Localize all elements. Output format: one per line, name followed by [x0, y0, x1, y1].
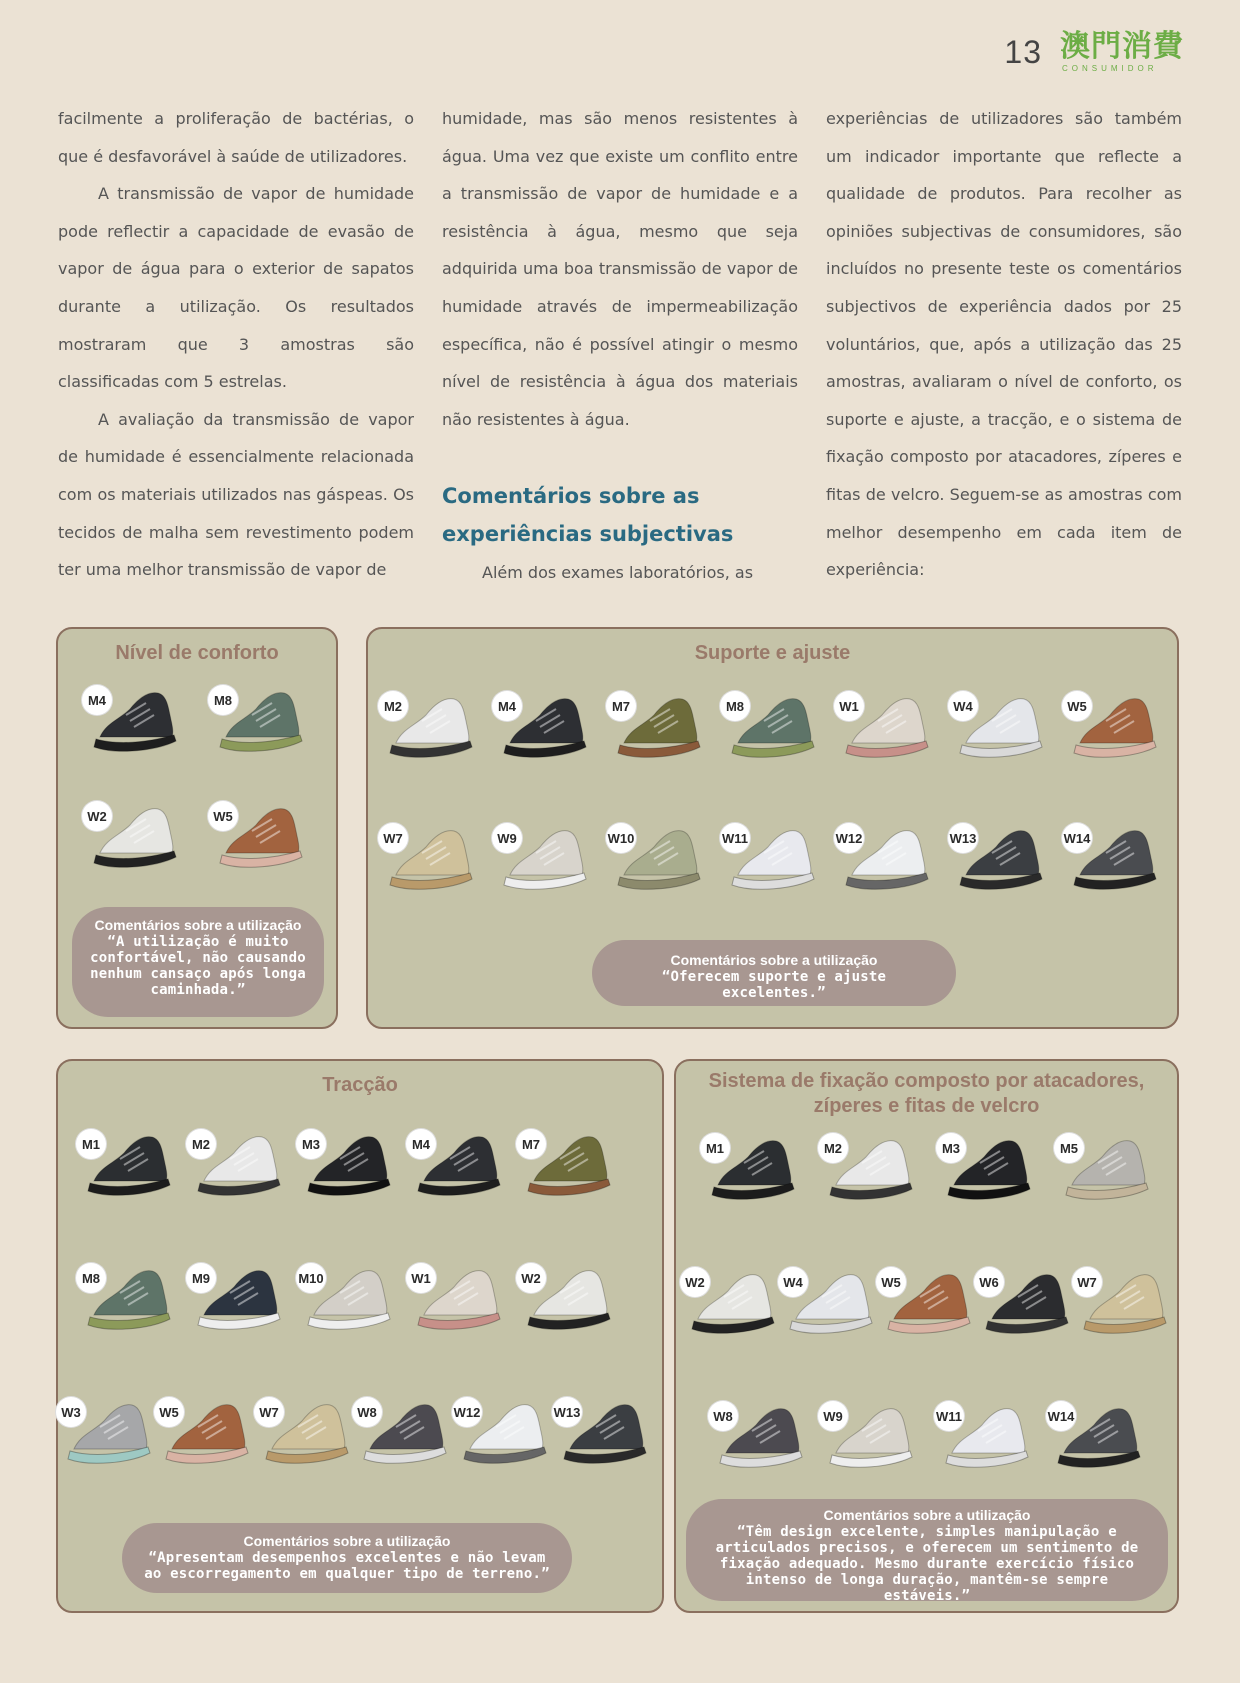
- shoe-m7: [520, 1123, 616, 1213]
- shoe-m3: [300, 1123, 396, 1213]
- shoe-w11: [721, 817, 820, 907]
- shoe-m4: [496, 685, 592, 775]
- shoe-w1: [410, 1257, 506, 1347]
- shoe-w8: [356, 1391, 452, 1481]
- traction-panel: [56, 1059, 664, 1613]
- sample-label-badge: W10: [606, 823, 636, 853]
- sample-label-badge: W12: [834, 823, 864, 853]
- shoe-w4: [782, 1261, 878, 1351]
- shoe-w8: [712, 1395, 808, 1485]
- sample-label-badge: W7: [1072, 1267, 1102, 1297]
- shoe-m9: [190, 1257, 286, 1347]
- paragraph: humidade, mas são menos resistentes à água. Uma vez que existe um conflito entre a transmissão de vapor de humidade e a resistência à água, mesmo que seja adquirida uma boa transmissão de vapor de humidade através de impermeabilização específica, não é possível atingir o mesmo nível de resistência à água dos materiais não resistentes à água.: [442, 109, 798, 429]
- comment-label: Comentários sobre a utilização: [670, 952, 878, 968]
- comment-text: “A utilização é muito confortável, não causando nenhum cansaço após longa caminhada.”: [90, 934, 306, 998]
- sample-label-badge: W6: [974, 1267, 1004, 1297]
- panel-title: Nível de conforto: [115, 642, 279, 664]
- shoe-m1: [704, 1127, 800, 1217]
- comment-bubble: [592, 940, 956, 1006]
- shoe-w3: [60, 1391, 156, 1481]
- fastening-panel: [674, 1059, 1179, 1613]
- shoe-w6: [978, 1261, 1074, 1351]
- sample-label-badge: W5: [1062, 691, 1092, 721]
- shoe-m7: [610, 685, 706, 775]
- shoe-w9: [496, 817, 592, 907]
- shoe-m3: [940, 1127, 1036, 1217]
- comment-bubble: [686, 1499, 1168, 1604]
- sample-label-badge: W1: [406, 1263, 436, 1293]
- shoe-m4: [410, 1123, 506, 1213]
- shoe-w13: [553, 1391, 652, 1481]
- sample-label-badge: M5: [1054, 1133, 1084, 1163]
- paragraph: Além dos exames laboratórios, as: [482, 562, 754, 582]
- shoe-w5: [880, 1261, 976, 1351]
- sample-label-badge: W5: [208, 801, 238, 831]
- sample-label-badge: M1: [700, 1133, 730, 1163]
- sample-label-badge: W12: [452, 1397, 482, 1427]
- comment-text: “Apresentam desempenhos excelentes e não levam ao escorregamento em qualquer tipo de terreno.”: [144, 1550, 550, 1582]
- sample-label-badge: M4: [82, 685, 112, 715]
- sample-label-badge: M9: [186, 1263, 216, 1293]
- comment-bubble: [72, 907, 324, 1017]
- logo-chinese-text: 澳門消費: [1060, 29, 1184, 64]
- sample-label-badge: W13: [552, 1397, 582, 1427]
- sample-label-badge: M3: [936, 1133, 966, 1163]
- shoe-m8: [724, 685, 820, 775]
- shoe-w5: [1066, 685, 1162, 775]
- shoe-m1: [80, 1123, 176, 1213]
- shoe-w1: [838, 685, 934, 775]
- panel-title: Suporte e ajuste: [694, 642, 851, 664]
- sample-label-badge: W14: [1046, 1401, 1076, 1431]
- shoe-m8: [212, 679, 308, 769]
- page-number: 13: [1004, 34, 1042, 70]
- sample-label-badge: W7: [254, 1397, 284, 1427]
- shoe-w5: [212, 795, 308, 885]
- shoe-m2: [822, 1127, 918, 1217]
- shoe-w12: [835, 817, 934, 907]
- sample-label-badge: M2: [378, 691, 408, 721]
- shoe-w7: [258, 1391, 354, 1481]
- sample-label-badge: M4: [492, 691, 522, 721]
- shoe-w14: [1063, 817, 1162, 907]
- shoe-w5: [158, 1391, 254, 1481]
- section-heading: Comentários sobre as experiências subjectivas: [442, 484, 734, 546]
- shoe-w4: [952, 685, 1048, 775]
- sample-label-badge: M4: [406, 1129, 436, 1159]
- sample-label-badge: M8: [76, 1263, 106, 1293]
- shoe-m2: [190, 1123, 286, 1213]
- shoe-w7: [382, 817, 478, 907]
- comment-label: Comentários sobre a utilização: [243, 1533, 451, 1549]
- page-header: [1004, 30, 1184, 73]
- sample-label-badge: W8: [352, 1397, 382, 1427]
- sample-label-badge: W9: [818, 1401, 848, 1431]
- shoe-w12: [453, 1391, 552, 1481]
- sample-label-badge: M3: [296, 1129, 326, 1159]
- shoe-w7: [1076, 1261, 1172, 1351]
- shoe-m10: [300, 1257, 396, 1347]
- article-column-3: [826, 100, 1182, 591]
- sample-label-badge: W4: [948, 691, 978, 721]
- shoe-w14: [1047, 1395, 1146, 1485]
- shoe-w13: [949, 817, 1048, 907]
- shoe-w10: [607, 817, 706, 907]
- sample-label-badge: M2: [818, 1133, 848, 1163]
- shoe-w11: [935, 1395, 1034, 1485]
- shoe-m8: [80, 1257, 176, 1347]
- sample-label-badge: W9: [492, 823, 522, 853]
- shoe-m4: [86, 679, 182, 769]
- panel-title: Sistema de fixação composto por atacadores, zíperes e fitas de velcro: [708, 1070, 1145, 1117]
- shoe-m5: [1058, 1127, 1154, 1217]
- sample-label-badge: W7: [378, 823, 408, 853]
- article-column-1: [58, 100, 414, 591]
- sample-label-badge: M8: [208, 685, 238, 715]
- article-body: [58, 100, 1182, 591]
- paragraph: A avaliação da transmissão de vapor de humidade é essencialmente relacionada com os materiais utilizados nas gáspeas. Os tecidos de malha sem revestimento podem ter uma melhor transmissão de vapor de: [58, 409, 414, 580]
- sample-label-badge: M7: [516, 1129, 546, 1159]
- consumer-logo: [1060, 30, 1184, 73]
- sample-label-badge: W2: [680, 1267, 710, 1297]
- shoe-w2: [520, 1257, 616, 1347]
- paragraph: experiências de utilizadores são também um indicador importante que reflecte a qualidade de produtos. Para recolher as opiniões subjectivas de consumidores, são incluídos no presente teste os comentários subjectivos de experiência dados por 25 voluntários, que, após a utilização das 25 amostras, avaliaram o nível de conforto, os suporte e ajuste, a tracção, e o sistema de fixação composto por atacadores, zíperes e fitas de velcro. Seguem-se as amostras com melhor desempenho em cada item de experiência:: [826, 109, 1182, 580]
- comment-label: Comentários sobre a utilização: [823, 1507, 1031, 1523]
- paragraph: A transmissão de vapor de humidade pode reflectir a capacidade de evasão de vapor de água para o exterior de sapatos durante a utilização. Os resultados mostraram que 3 amostras são classificadas com 5 estrelas.: [58, 184, 414, 392]
- sample-label-badge: W5: [154, 1397, 184, 1427]
- sample-label-badge: W8: [708, 1401, 738, 1431]
- comment-bubble: [122, 1523, 572, 1593]
- comfort-panel: [56, 627, 338, 1029]
- shoe-w9: [822, 1395, 918, 1485]
- shoe-m2: [382, 685, 478, 775]
- article-column-2: [442, 100, 798, 591]
- sample-label-badge: W3: [56, 1397, 86, 1427]
- shoe-w2: [86, 795, 182, 885]
- support-panel: [366, 627, 1179, 1029]
- shoe-w2: [684, 1261, 780, 1351]
- sample-label-badge: W11: [720, 823, 750, 853]
- sample-label-badge: M2: [186, 1129, 216, 1159]
- paragraph: facilmente a proliferação de bactérias, o que é desfavorável à saúde de utilizadores.: [58, 109, 414, 166]
- sample-label-badge: M10: [296, 1263, 326, 1293]
- sample-label-badge: W13: [948, 823, 978, 853]
- sample-label-badge: M7: [606, 691, 636, 721]
- sample-label-badge: W5: [876, 1267, 906, 1297]
- comment-text: “Oferecem suporte e ajuste excelentes.”: [661, 969, 887, 1001]
- comment-text: “Têm design excelente, simples manipulação e articulados precisos, e oferecem um sentimento de fixação adequado. Mesmo durante exercício físico intenso de longa duração, mantêm-se sempre estáveis.”: [715, 1524, 1139, 1604]
- panel-title: Tracção: [322, 1074, 398, 1096]
- sample-label-badge: M8: [720, 691, 750, 721]
- sample-label-badge: W14: [1062, 823, 1092, 853]
- logo-latin-text: CONSUMIDOR: [1062, 64, 1158, 73]
- sample-label-badge: M1: [76, 1129, 106, 1159]
- sample-label-badge: W2: [82, 801, 112, 831]
- comment-label: Comentários sobre a utilização: [94, 917, 302, 933]
- sample-label-badge: W11: [934, 1401, 964, 1431]
- sample-label-badge: W2: [516, 1263, 546, 1293]
- sample-label-badge: W1: [834, 691, 864, 721]
- sample-label-badge: W4: [778, 1267, 808, 1297]
